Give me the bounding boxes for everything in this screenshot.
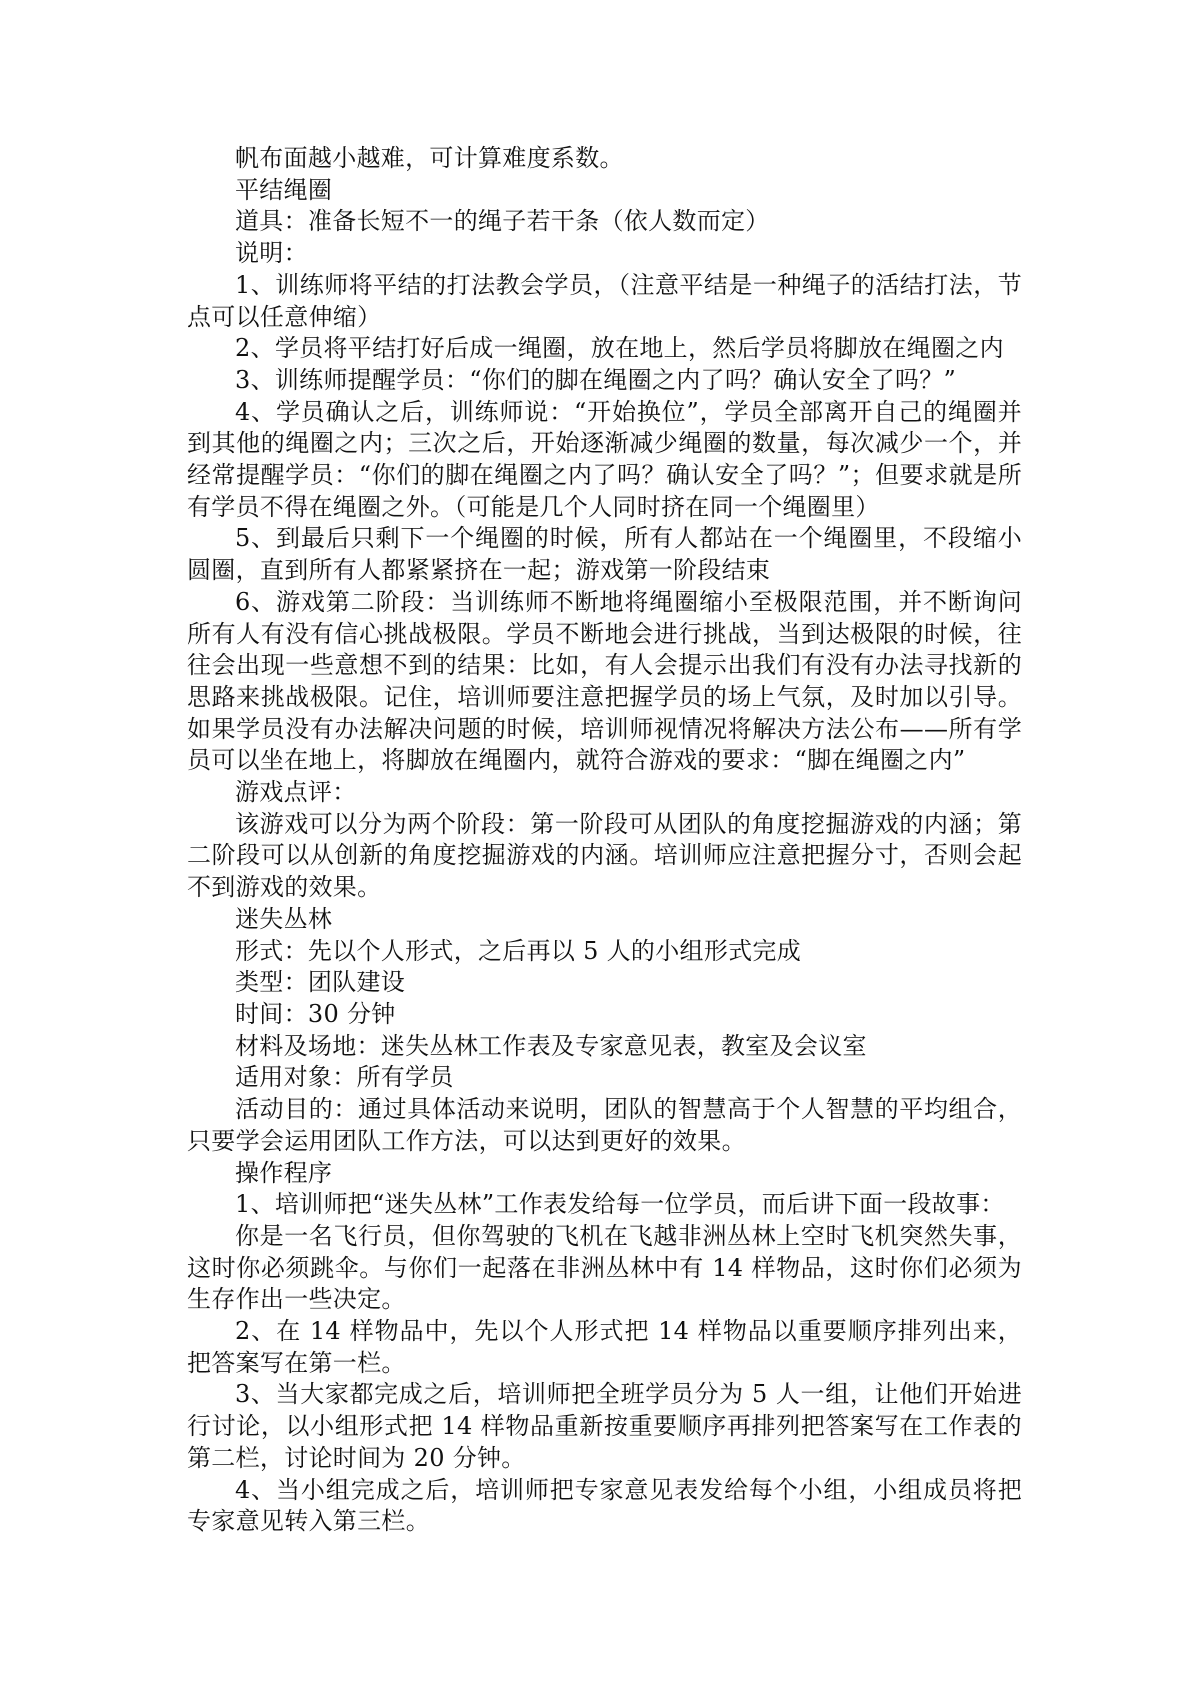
- heading-lost-in-jungle: 迷失丛林: [235, 904, 333, 933]
- paragraph-game-review: 该游戏可以分为两个阶段：第一阶段可从团队的角度挖掘游戏的内涵；第二阶段可以从创新的角度挖掘游戏的内涵。培训师应注意把握分寸，否则会起不到游戏的效果。: [187, 809, 1022, 902]
- paragraph-instructions-label: 说明：: [235, 239, 308, 268]
- document-body: [187, 143, 1022, 1538]
- paragraph-procedure-1: 1、培训师把“迷失丛林”工作表发给每一位学员，而后讲下面一段故事：: [235, 1190, 1005, 1219]
- paragraph-step-1: 1、训练师将平结的打法教会学员，（注意平结是一种绳子的活结打法，节点可以任意伸缩）: [187, 270, 1022, 331]
- paragraph-story: 你是一名飞行员，但你驾驶的飞机在飞越非洲丛林上空时飞机突然失事，这时你必须跳伞。与你们一起落在非洲丛林中有 14 样物品，这时你们必须为生存作出一些决定。: [187, 1221, 1022, 1314]
- paragraph-audience: 适用对象：所有学员: [235, 1063, 454, 1092]
- paragraph-procedure-4: 4、当小组完成之后，培训师把专家意见表发给每个小组，小组成员将把专家意见转入第三栏。: [187, 1475, 1022, 1536]
- paragraph-game-review-label: 游戏点评：: [235, 778, 357, 807]
- paragraph-format: 形式：先以个人形式，之后再以 5 人的小组形式完成: [235, 936, 802, 965]
- paragraph-canvas-difficulty: 帆布面越小越难，可计算难度系数。: [235, 144, 624, 172]
- paragraph-procedure-label: 操作程序: [235, 1158, 333, 1187]
- paragraph-step-2: 2、学员将平结打好后成一绳圈，放在地上，然后学员将脚放在绳圈之内: [235, 334, 1004, 363]
- paragraph-step-3: 3、训练师提醒学员：“你们的脚在绳圈之内了吗？确认安全了吗？”: [235, 365, 957, 394]
- paragraph-materials: 材料及场地：迷失丛林工作表及专家意见表，教室及会议室: [235, 1031, 867, 1060]
- paragraph-props: 道具：准备长短不一的绳子若干条（依人数而定）: [235, 207, 770, 236]
- paragraph-time: 时间：30 分钟: [235, 999, 396, 1028]
- paragraph-step-5: 5、到最后只剩下一个绳圈的时候，所有人都站在一个绳圈里，不段缩小圆圈，直到所有人都紧紧挤在一起；游戏第一阶段结束: [187, 524, 1022, 585]
- paragraph-step-6: 6、游戏第二阶段：当训练师不断地将绳圈缩小至极限范围，并不断询问所有人有没有信心挑战极限。学员不断地会进行挑战，当到达极限的时候，往往会出现一些意想不到的结果：比如，有人会提示出我们有没有办法寻找新的思路来挑战极限。记住，培训师要注意把握学员的场上气氛，及时加以引导。如果学员没有办法解决问题的时候，培训师视情况将解决方法公布——所有学员可以坐在地上，将脚放在绳圈内，就符合游戏的要求：“脚在绳圈之内”: [187, 587, 1022, 775]
- heading-flat-knot-rope-circle: 平结绳圈: [235, 175, 333, 204]
- paragraph-objective: 活动目的：通过具体活动来说明，团队的智慧高于个人智慧的平均组合，只要学会运用团队工作方法，可以达到更好的效果。: [187, 1095, 1022, 1155]
- paragraph-procedure-3: 3、当大家都完成之后，培训师把全班学员分为 5 人一组，让他们开始进行讨论，以小组形式把 14 样物品重新按重要顺序再排列把答案写在工作表的第二栏，讨论时间为 20 分钟。: [187, 1380, 1022, 1472]
- paragraph-type: 类型：团队建设: [235, 968, 406, 997]
- paragraph-procedure-2: 2、在 14 样物品中，先以个人形式把 14 样物品以重要顺序排列出来，把答案写在第一栏。: [187, 1317, 1022, 1377]
- paragraph-step-4: 4、学员确认之后，训练师说：“开始换位”，学员全部离开自己的绳圈并到其他的绳圈之内；三次之后，开始逐渐减少绳圈的数量，每次减少一个，并经常提醒学员：“你们的脚在绳圈之内了吗？确认安全了吗？”；但要求就是所有学员不得在绳圈之外。（可能是几个人同时挤在同一个绳圈里）: [187, 397, 1022, 521]
